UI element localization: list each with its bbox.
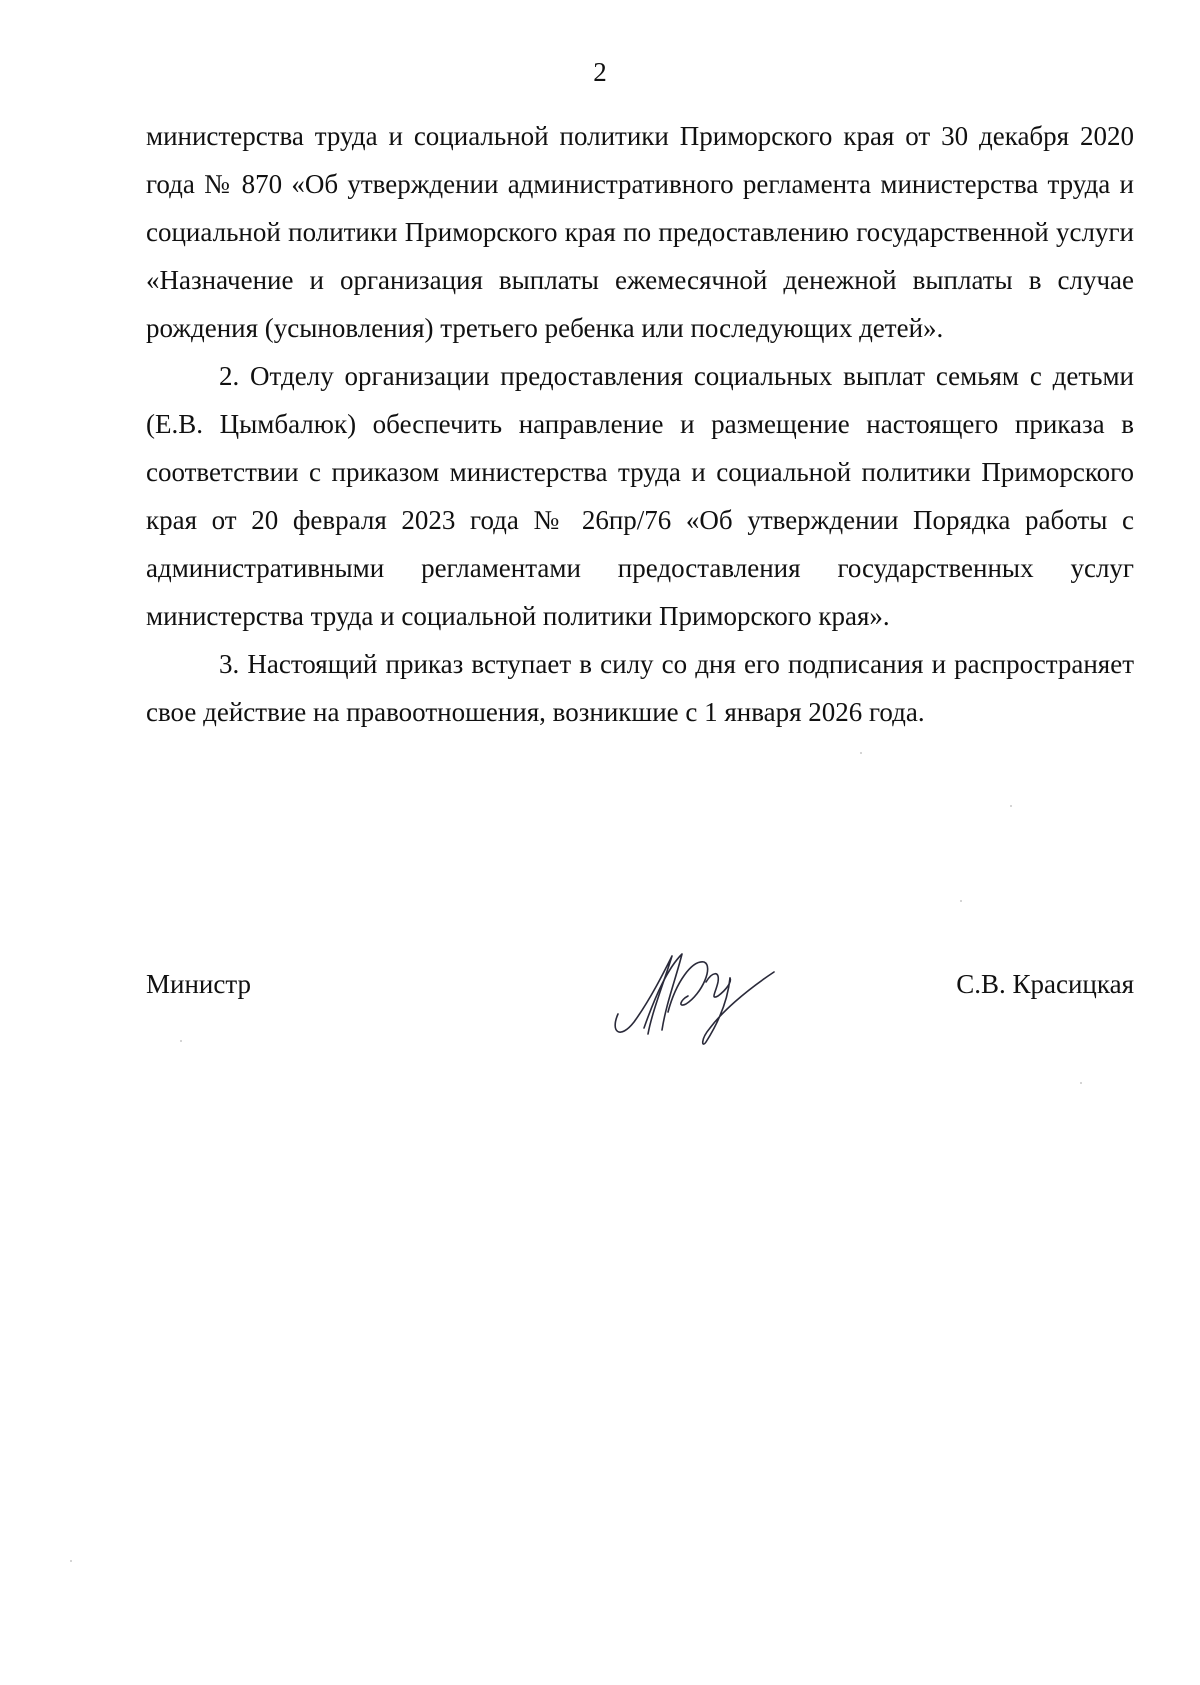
scan-speck [960, 900, 962, 902]
scan-speck [70, 1560, 72, 1562]
scan-speck [1080, 1082, 1082, 1084]
signatory-name: С.В. Красицкая [956, 969, 1134, 999]
signature-block [146, 960, 1134, 1100]
scan-speck [1010, 805, 1012, 807]
paragraph-item-3: 3. Настоящий приказ вступает в силу со дня его подписания и распространяет свое действие на правоотношения, возникшие с 1 января 2026 года. [146, 649, 1134, 727]
document-body [146, 112, 1134, 736]
paragraph-continuation: министерства труда и социальной политики Приморского края от 30 декабря 2020 года № 870 «Об утверждении административного регламента министерства труда и социальной политики Приморского края по предоставлению государственной услуги «Назначение и организация выплаты ежемесячной денежной выплаты в случае рождения (усыновления) третьего ребенка или последующих детей». [146, 121, 1134, 343]
page-number: 2 [593, 57, 607, 87]
paragraph-item-2: 2. Отделу организации предоставления социальных выплат семьям с детьми (Е.В. Цымбалюк) обеспечить направление и размещение настоящего приказа в соответствии с приказом министерства труда и социальной политики Приморского края от 20 февраля 2023 года № 26пр/76 «Об утверждении Порядка работы с административными регламентами предоставления государственных услуг министерства труда и социальной политики Приморского края». [146, 361, 1134, 631]
handwritten-signature [606, 942, 806, 1052]
signatory-title: Министр [146, 969, 251, 999]
scan-speck [180, 1040, 182, 1042]
scan-speck [860, 752, 862, 754]
